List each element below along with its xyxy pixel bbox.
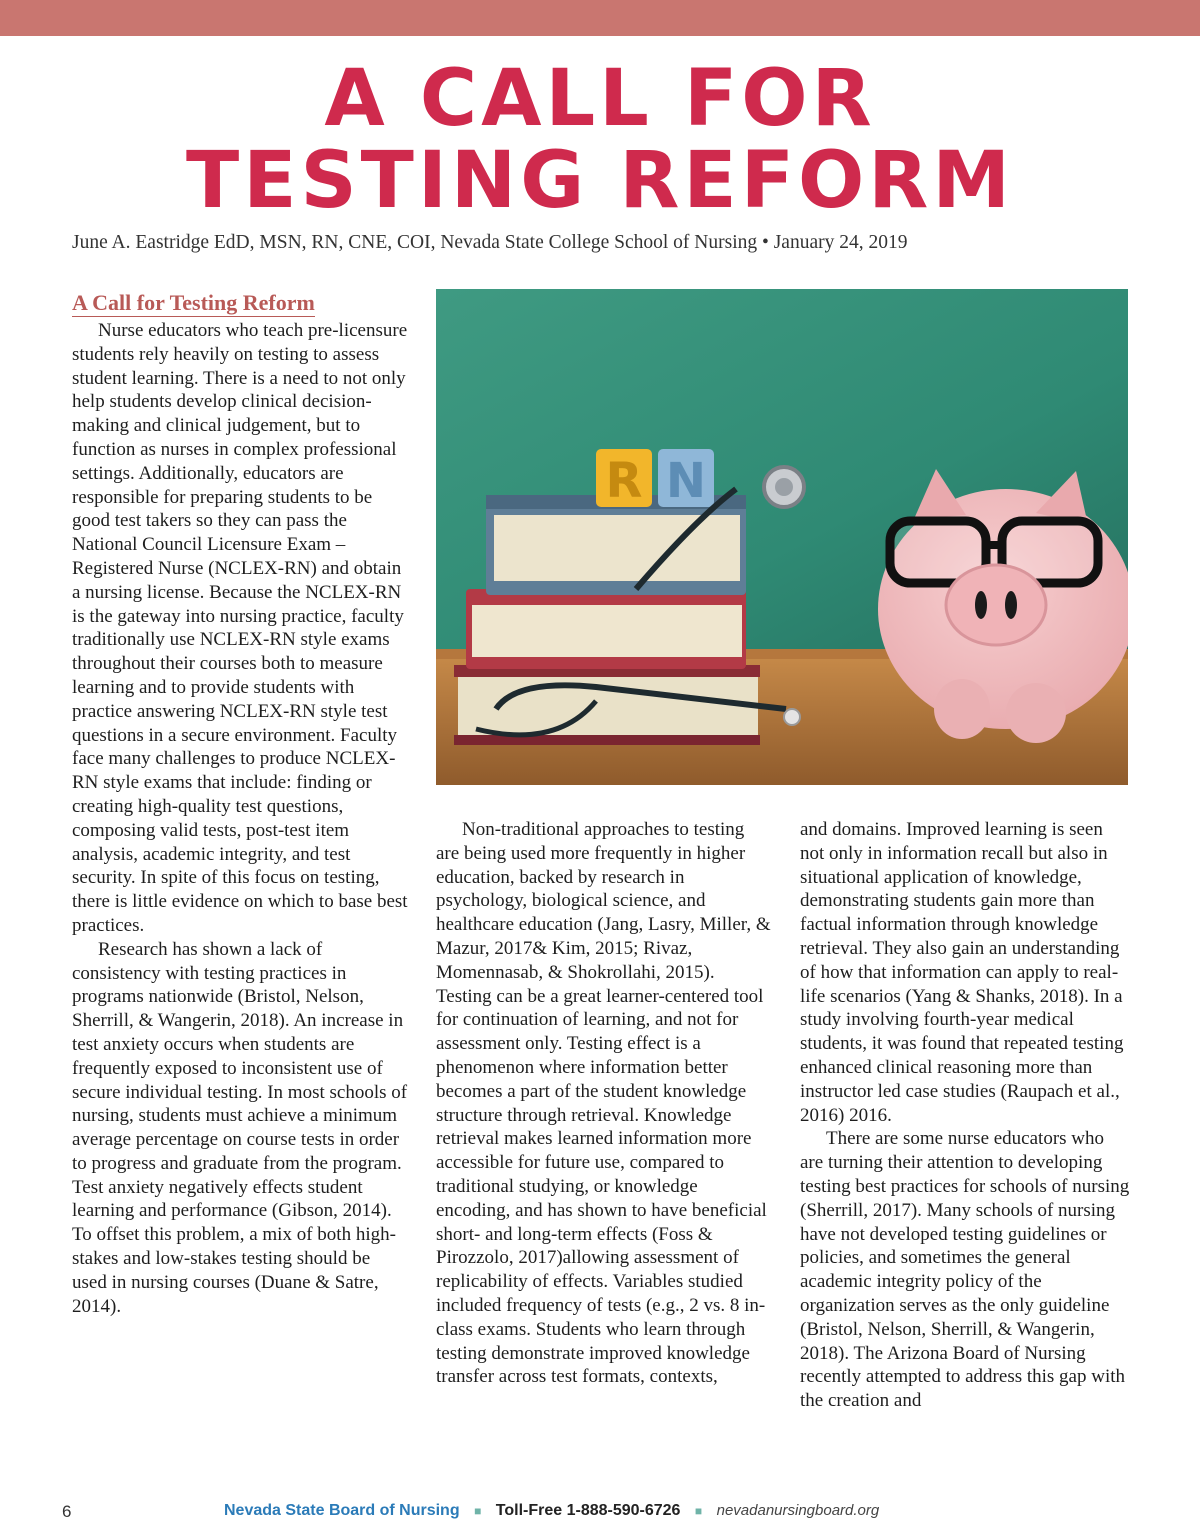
title-line-2: TESTING REFORM [186, 136, 1014, 226]
page-footer [0, 1500, 1200, 1526]
paragraph: Non-traditional approaches to testing are being used more frequently in higher education, backed by research in psychology, biological science, and healthcare education (Jang, Lasry, Miller, & Mazur, 2017& Kim, 2015; Rivaz, Momennasab, & Shokrollahi, 2015). Testing can be a great learner-centered tool for continuation of learning, and not for assessment only. Testing effect is a phenomenon where information better becomes a part of the student knowledge structure through retrieval. Knowledge retrieval makes learned information more accessible for future use, compared to traditional studying, or knowledge encoding, and has shown to have beneficial short- and long-term effects (Foss & Pirozzolo, 2017)allowing assessment of replicability of effects. Variables studied included frequency of tests (e.g., 2 vs. 8 in-class exams. Students who learn through testing demonstrate improved knowledge transfer across test formats, contexts, [436, 819, 771, 1388]
svg-text:R: R [605, 453, 643, 509]
article-title [0, 54, 1200, 226]
top-color-bar [0, 0, 1200, 36]
footer-separator: ■ [474, 1504, 482, 1518]
paragraph: and domains. Improved learning is seen not only in information recall but also in situational application of knowledge, demonstrating students gain more than factual information through knowledge retrieval. They also gain an understanding of how that information can apply to real-life scenarios (Yang & Shanks, 2018). In a study involving fourth-year medical students, it was found that repeated testing enhanced clinical reasoning more than instructor led case studies (Raupach et al., 2016) 2016. [800, 819, 1124, 1126]
paragraph: Nurse educators who teach pre-licensure students rely heavily on testing to assess student learning. There is a need to not only help students develop clinical decision-making and clinical judgement, but to function as nurses in complex professional settings. Additionally, educators are responsible for preparing students to be good test takers so they can pass the National Council Licensure Exam – Registered Nurse (NCLEX-RN) and obtain a nursing license. Because the NCLEX-RN is the gateway into nursing practice, faculty traditionally use NCLEX-RN style exams throughout their courses both to measure learning and to provide students with practice answering NCLEX-RN style test questions in a secure environment. Faculty face many challenges to produce NCLEX-RN style exams that include: finding or creating high-quality test questions, composing valid tests, post-test item analysis, academic integrity, and test security. In spite of this focus on testing, there is little evidence on which to base best practices. [72, 320, 408, 936]
title-line-1: A CALL FOR [324, 54, 876, 144]
byline: June A. Eastridge EdD, MSN, RN, CNE, COI, Nevada State College School of Nursing • January 24, 2019 [72, 232, 908, 253]
svg-text:N: N [665, 453, 707, 509]
section-heading: A Call for Testing Reform [72, 290, 315, 315]
column-1 [72, 290, 408, 1318]
footer-org: Nevada State Board of Nursing [224, 1502, 460, 1519]
footer-strip [224, 1502, 879, 1520]
column-3 [800, 818, 1130, 1413]
paragraph: There are some nurse educators who are turning their attention to developing testing best practices for schools of nursing (Sherrill, 2017). Many schools of nursing have not developed testing guidelines or policies, and sometimes the general academic integrity policy of the organization serves as the only guideline (Bristol, Nelson, Sherrill, & Wangerin, 2018). The Arizona Board of Nursing recently attempted to address this gap with the creation and [800, 1128, 1130, 1412]
footer-separator: ■ [694, 1504, 703, 1518]
paragraph: Research has shown a lack of consistency with testing practices in programs nationwide (Bristol, Nelson, Sherrill, & Wangerin, 2018). An increase in test anxiety occurs when students are frequently exposed to inconsistent use of secure individual testing. In most schools of nursing, students must achieve a minimum average percentage on course tests in order to progress and graduate from the program. Test anxiety negatively effects student learning and performance (Gibson, 2014). To offset this problem, a mix of both high-stakes and low-stakes testing should be used in nursing courses (Duane & Satre, 2014). [72, 938, 408, 1317]
footer-website-link[interactable]: nevadanursingboard.org [716, 1502, 880, 1519]
page-number: 6 [62, 1502, 72, 1521]
column-2 [436, 818, 772, 1389]
footer-phone: Toll-Free 1-888-590-6726 [495, 1502, 681, 1519]
article-photo [436, 289, 1128, 785]
